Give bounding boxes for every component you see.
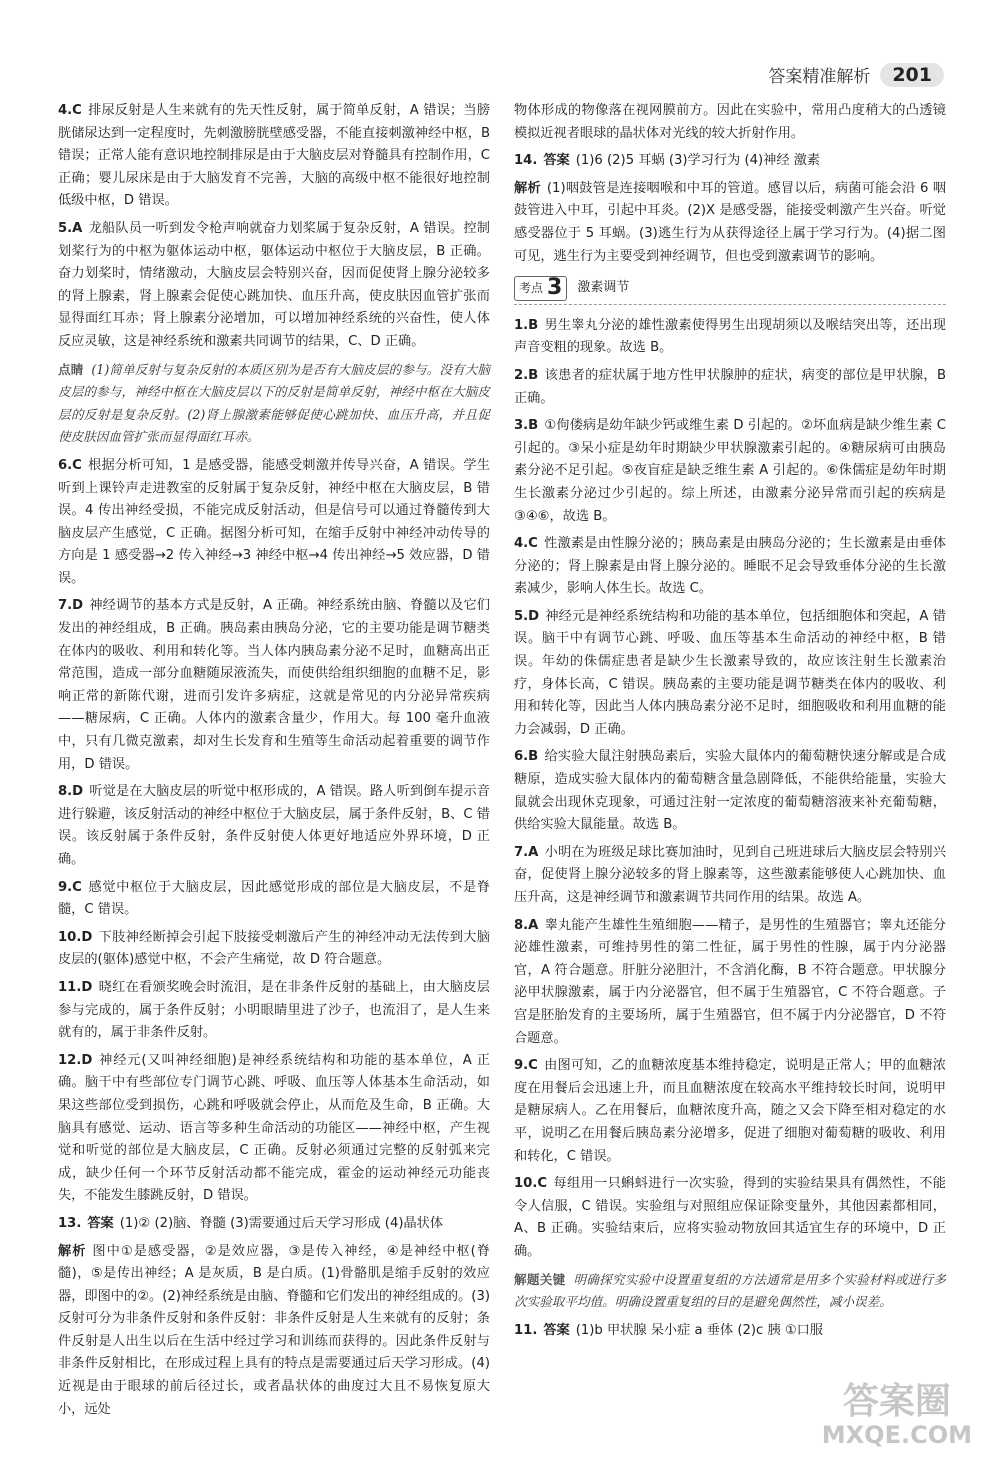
page-header [768,62,944,87]
answer-item [514,606,946,742]
question-number: 3.B [514,418,539,434]
item-text: (1)6 (2)5 耳蜗 (3)学习行为 (4)神经 激素 [575,153,821,169]
page-number: 201 [880,63,944,87]
item-text: 排尿反射是人生来就有的先天性反射，属于简单反射，A 错误；当膀胱储尿达到一定程度时，先刺激膀胱壁感受器，不能直接刺激神经中枢，B 错误；正常人能有意识地控制排尿是由于大脑皮层对脊髓具有控制作用，C 正确；婴儿尿床是由于大脑发育不完善，大脑的高级中枢不能很好地控制低级中枢，D 错误。 [58,103,490,209]
analysis-label: 解析 [58,1243,87,1259]
answer-label: 答案 [543,153,570,169]
answer-item [514,315,946,360]
item-text: (1)咽鼓管是连接咽喉和中耳的管道。感冒以后，病菌可能会沿 6 咽鼓管进入中耳，引起中耳炎。(2)X 是感受器，能接受刺激产生兴奋。听觉感受器位于 5 耳蜗。(3)逃生行为从获得途径上属于学习行为。(4)据二图可见，逃生行为主要受到神经调节，但也受到激素调节的影响。 [514,180,947,264]
item-text: 下肢神经断掉会引起下肢接受刺激后产生的神经冲动无法传到大脑皮层的(躯体)感觉中枢，不会产生痛觉，故 D 符合题意。 [58,929,490,968]
answer-item [58,1241,490,1422]
note-tag: 解题关键 [514,1271,566,1287]
item-text: 男生睾丸分泌的雄性激素使得男生出现胡须以及喉结突出等，还出现声音变粗的现象。故选 B。 [514,317,946,356]
item-text: 根据分析可知，1 是感受器，能感受刺激并传导兴奋，A 错误。学生听到上课铃声走进教室的反射属于复杂反射，神经中枢在大脑皮层，B 错误。4 传出神经受损，不能完成反射活动，但是信号可以通过脊髓传到大脑皮层产生感觉，C 正确。据图分析可知，在缩手反射中神经冲动传导的方向是 1 感受器→2 传入神经→3 神经中枢→4 传出神经→5 效应器，D 错误。 [58,457,490,586]
answer-item [514,365,946,410]
question-number: 12.D [58,1052,93,1068]
section-label-text: 考点 [519,281,544,296]
item-text: 神经元是神经系统结构和功能的基本单位，包括细胞体和突起，A 错误。脑干中有调节心跳、呼吸、血压等基本生命活动的神经中枢，B 错误。年幼的侏儒症患者是缺少生长激素导致的，故应该注射生长激素治疗，身体长高，C 错误。胰岛素的主要功能是调节糖类在体内的吸收、利用和转化等，因此当人体内胰岛素分泌不足时，细胞吸收和利用血糖的能力会减弱，D 正确。 [514,608,946,737]
answer-item [58,595,490,776]
question-number: 13. [58,1215,82,1231]
question-number: 10.C [514,1176,548,1192]
item-text: 听觉是在大脑皮层的听觉中枢形成的，A 错误。路人听到倒车提示音进行躲避，该反射活动的神经中枢位于大脑皮层，属于条件反射，B、C 错误。该反射属于条件反射，条件反射使人体更好地适应外界环境，D 正确。 [58,784,490,867]
watermark-url: MXQE.COM [821,1421,972,1449]
answer-label: 答案 [543,1322,570,1338]
answer-item [514,915,946,1051]
answer-item [514,533,946,601]
question-number: 4.C [514,536,538,552]
question-number: 6.B [514,749,539,765]
question-number: 5.A [58,220,83,236]
question-number: 11. [514,1322,538,1338]
item-text: 每组用一只蝌蚪进行一次实验，得到的实验结果具有偶然性，不能令人信服，C 错误。实验组与对照组应保证除变量外，其他因素都相同，A、B 正确。实验结束后，应将实验动物放回其适宜生存的环境中，D 正确。 [514,1176,946,1259]
answer-item [58,1050,490,1208]
note-text: 明确探究实验中设置重复组的方法通常是用多个实验材料或进行多次实验取平均值。明确设置重复组的目的是避免偶然性，减小误差。 [514,1271,947,1310]
item-text: 图中①是感受器，②是效应器，③是传入神经，④是神经中枢(脊髓)，⑤是传出神经；A 是灰质，B 是白质。(1)骨骼肌是缩手反射的效应器，即图中的②。(2)神经系统是由脑、脊髓和它们发出的神经组成的。(3)反射可分为非条件反射和条件反射：非条件反射是人生来就有的反射；条件反射是人出生以后在生活中经过学习和训练而获得的。因此条件反射与非条件反射相比，在形成过程上具有的特点是需要通过后天学习形成。(4)近视是由于眼球的前后径过长，或者晶状体的曲度过大且不易恢复原大小，远处 [58,1243,490,1417]
answer-item [514,100,946,145]
question-number: 5.D [514,608,540,624]
answer-label: 答案 [87,1215,114,1231]
answer-item [514,1320,946,1343]
note-block [514,1269,946,1314]
answer-item [58,100,490,213]
section-heading [514,276,946,305]
item-text: 感觉中枢位于大脑皮层，因此感觉形成的部位是大脑皮层，不是脊髓，C 错误。 [58,879,490,918]
section-number: 3 [547,275,563,301]
analysis-label: 解析 [514,180,541,196]
question-number: 14. [514,153,538,169]
answer-item [58,781,490,871]
item-text: 小明在为班级足球比赛加油时，见到自己班进球后大脑皮层会特别兴奋，促使肾上腺分泌较多的肾上腺素等，这些激素能够使人心跳加快、血压升高，这是神经调节和激素调节共同作用的结果。故选 A。 [514,844,946,905]
answer-item [514,746,946,836]
item-text: 神经调节的基本方式是反射，A 正确。神经系统由脑、脊髓以及它们发出的神经组成，B 正确。胰岛素由胰岛分泌，它的主要功能是调节糖类在体内的吸收、利用和转化等。当人体内胰岛素分泌不足时，血糖高出正常范围，造成一部分血糖随尿液流失，而使供给组织细胞的血糖不足，影响正常的新陈代谢，进而引发许多病症，这就是常见的内分泌异常疾病——糖尿病，C 正确。人体内的激素含量少，作用大。每 100 毫升血液中，只有几微克激素，却对生长发育和生殖等生命活动起着重要的调节作用，D 错误。 [58,598,490,772]
item-text: 龙船队员一听到发令枪声响就奋力划桨属于复杂反射，A 错误。控制划桨行为的中枢为躯体运动中枢，躯体运动中枢位于大脑皮层，B 正确。奋力划桨时，情绪激动，大脑皮层会特别兴奋，因而促使肾上腺分泌较多的肾上腺素，肾上腺素会促使心跳加快、血压升高，使皮肤因血管扩张而显得面红耳赤；肾上腺素分泌增加，可以增加神经系统的兴奋性，使人体反应灵敏，这是神经系统和激素共同调节的结果，C、D 正确。 [58,220,490,349]
left-column [58,100,490,1426]
question-number: 8.A [514,917,539,933]
item-text: 性激素是由性腺分泌的；胰岛素是由胰岛分泌的；生长激素是由垂体分泌的；肾上腺素是由肾上腺分泌的。睡眠不足会导致垂体分泌的生长激素减少，影响人体生长。故选 C。 [514,536,946,597]
item-text: 睾丸能产生雄性生殖细胞——精子，是男性的生殖器官；睾丸还能分泌雄性激素，可维持男性的第二性征，属于男性的性腺，属于内分泌器官，A 符合题意。肝脏分泌胆汁，不含消化酶，B 不符合题意。甲状腺分泌甲状腺激素，属于内分泌器官，但不属于生殖器官，C 不符合题意。子宫是胚胎发育的主要场所，属于生殖器官，但不属于内分泌器官，D 不符合题意。 [514,917,946,1046]
item-text: 物体形成的物像落在视网膜前方。因此在实验中，常用凸度稍大的凸透镜模拟近视者眼球的晶状体对光线的较大折射作用。 [514,103,946,141]
section-title: 激素调节 [577,280,630,296]
note-block [58,359,490,449]
item-text: 给实验大鼠注射胰岛素后，实验大鼠体内的葡萄糖快速分解或是合成糖原，造成实验大鼠体内的葡萄糖含量急剧降低，不能供给能量，实验大鼠就会出现休克现象，可通过注射一定浓度的葡萄糖溶液来补充葡萄糖，供给实验大鼠能量。故选 B。 [514,749,946,833]
item-text: (1)② (2)脑、脊髓 (3)需要通过后天学习形成 (4)晶状体 [119,1215,444,1231]
item-text: ①佝偻病是幼年缺少钙或维生素 D 引起的。②坏血病是缺少维生素 C 引起的。③呆小症是幼年时期缺少甲状腺激素引起的。④糖尿病可由胰岛素分泌不足引起。⑤夜盲症是缺乏维生素 A 引起的。⑥侏儒症是幼年时期生长激素分泌过少引起的。综上所述，由激素分泌异常而引起的疾病是③④⑥，故选 B。 [514,418,946,524]
watermark-logo [822,1383,972,1449]
question-number: 2.B [514,367,539,383]
item-text: 由图可知，乙的血糖浓度基本维持稳定，说明是正常人；甲的血糖浓度在用餐后会迅速上升，而且血糖浓度在较高水平维持较长时间，说明甲是糖尿病人。乙在用餐后，血糖浓度升高，随之又会下降至相对稳定的水平，说明乙在用餐后胰岛素分泌增多，促进了细胞对葡萄糖的吸收、利用和转化，C 错误。 [514,1058,946,1164]
answer-item [514,150,946,173]
question-number: 8.D [58,784,84,800]
question-number: 11.D [58,979,93,995]
answer-item [58,1213,490,1236]
item-text: 该患者的症状属于地方性甲状腺肿的症状，病变的部位是甲状腺，B 正确。 [514,367,946,406]
note-text: (1)简单反射与复杂反射的本质区别为是否有大脑皮层的参与。没有大脑皮层的参与，神经中枢在大脑皮层以下的反射是简单反射，神经中枢在大脑皮层的反射是复杂反射。(2)肾上腺激素能够促使心跳加快、血压升高，并且促使皮肤因血管扩张而显得面红耳赤。 [58,361,491,445]
answer-item [58,455,490,591]
note-tag: 点睛 [58,361,84,377]
question-number: 1.B [514,317,539,333]
answer-item [58,877,490,922]
question-number: 4.C [58,103,82,118]
answer-item [514,415,946,528]
answer-item [58,218,490,354]
answer-item [514,1055,946,1168]
question-number: 7.A [514,844,539,860]
section-label [514,276,567,301]
question-number: 10.D [58,929,93,945]
header-title: 答案精准解析 [768,67,871,87]
item-text: 晓红在看颁奖晚会时流泪，是在非条件反射的基础上，由大脑皮层参与完成的，属于条件反射；小明眼睛里进了沙子，也流泪了，是人生来就有的，属于非条件反射。 [58,979,490,1041]
right-column [514,100,946,1347]
answer-item [514,1173,946,1263]
item-text: 神经元(又叫神经细胞)是神经系统结构和功能的基本单位，A 正确。脑干中有些部位专门调节心跳、呼吸、血压等人体基本生命活动，如果这些部位受到损伤，心跳和呼吸就会停止，从而危及生命，B 正确。大脑具有感觉、运动、语言等多种生命活动的功能区——神经中枢，产生视觉和听觉的部位是大脑皮层，C 正确。反射必须通过完整的反射弧来完成，缺少任何一个环节反射活动都不能完成，霍金的运动神经元功能丧失，不能发生膝跳反射，D 错误。 [58,1052,490,1204]
question-number: 9.C [514,1058,538,1074]
answer-item [514,178,946,268]
question-number: 9.C [58,879,82,895]
question-number: 6.C [58,457,82,473]
item-text: (1)b 甲状腺 呆小症 a 垂体 (2)c 胰 ①口服 [575,1322,824,1338]
watermark-text: 答案圈 [842,1381,951,1422]
question-number: 7.D [58,598,84,614]
answer-item [58,927,490,972]
answer-item [514,842,946,910]
answer-item [58,977,490,1045]
